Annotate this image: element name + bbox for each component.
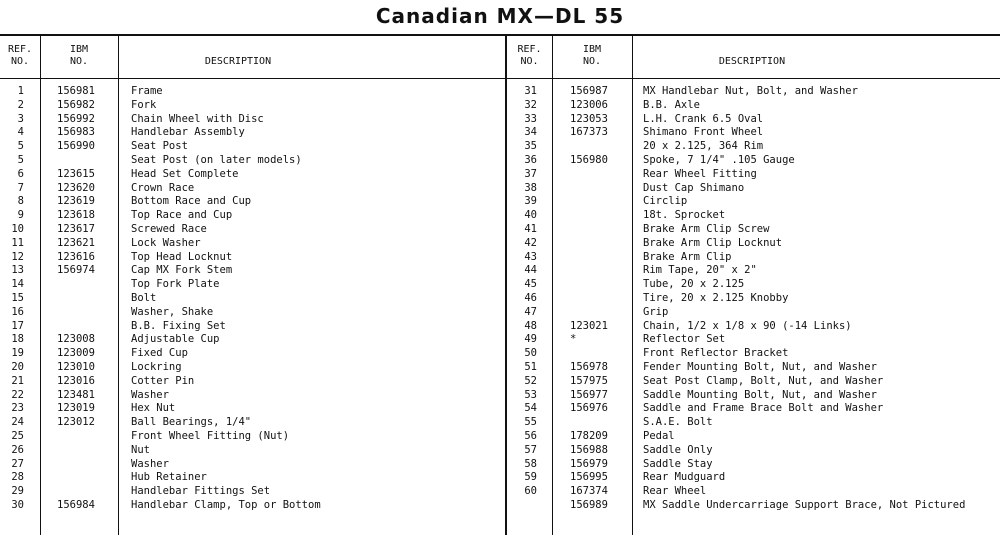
ibm-number-cell: 123617 [57, 222, 95, 235]
ibm-number-cell: 123008 [57, 333, 95, 346]
ibm-number-cell [570, 347, 630, 361]
ibm-number-cell: 178209 [570, 429, 608, 442]
ref-number-cell: 30 [11, 498, 24, 511]
description-cell: Seat Post (on later models) [131, 153, 302, 166]
ref-number-cell: 54 [524, 402, 537, 415]
description-cell: Reflector Set [643, 333, 726, 346]
ref-number-cell: 55 [524, 416, 537, 429]
description-cell: Front Wheel Fitting (Nut) [131, 429, 290, 442]
ibm-number-cell [570, 306, 630, 320]
ibm-number-cell: 156980 [570, 153, 608, 166]
ibm-number-cell: 156995 [570, 471, 608, 484]
description-cell: Top Race and Cup [131, 209, 233, 222]
ibm-number-cell [57, 458, 117, 472]
ibm-number-cell [570, 264, 630, 278]
ref-number-cell: 48 [524, 319, 537, 332]
description-cell: Shimano Front Wheel [643, 126, 764, 139]
ibm-number-cell [57, 278, 117, 292]
ref-number-cell: 49 [524, 333, 537, 346]
description-cell: Circlip [643, 195, 688, 208]
ref-number-cell: 4 [17, 126, 24, 139]
description-cell: Bolt [131, 291, 157, 304]
ref-number-cell: 35 [524, 140, 537, 153]
ref-number-cell: 28 [11, 471, 24, 484]
description-cell: Handlebar Clamp, Top or Bottom [131, 498, 321, 511]
description-cell: Front Reflector Bracket [643, 347, 789, 360]
ref-number-cell: 36 [524, 153, 537, 166]
description-cell: Top Head Locknut [131, 250, 233, 263]
ref-number-cell: 33 [524, 112, 537, 125]
ref-number-cell: 42 [524, 236, 537, 249]
ref-number-cell: 15 [11, 291, 24, 304]
description-cell: Chain, 1/2 x 1/8 x 90 (-14 Links) [643, 319, 852, 332]
ref-number-cell: 53 [524, 388, 537, 401]
description-cell: Adjustable Cup [131, 333, 220, 346]
ibm-number-cell [570, 140, 630, 154]
ref-number-cell: 43 [524, 250, 537, 263]
ibm-number-cell [57, 444, 117, 458]
ibm-number-cell [570, 209, 630, 223]
description-cell: Cotter Pin [131, 374, 195, 387]
description-cell: Saddle Mounting Bolt, Nut, and Washer [643, 388, 877, 401]
ref-number-cell: 56 [524, 429, 537, 442]
ref-number-cell: 44 [524, 264, 537, 277]
description-cell: Tube, 20 x 2.125 [643, 278, 745, 291]
column-divider [118, 36, 119, 535]
description-cell: Head Set Complete [131, 167, 239, 180]
ref-number-cell: 50 [524, 347, 537, 360]
description-cell: Seat Post Clamp, Bolt, Nut, and Washer [643, 374, 884, 387]
description-cell: S.A.E. Bolt [643, 416, 713, 429]
ibm-number-cell [57, 430, 117, 444]
ibm-number-cell: 123019 [57, 402, 95, 415]
ibm-number-cell: 157975 [570, 374, 608, 387]
ibm-number-cell: 123615 [57, 167, 95, 180]
ref-number-cell: 13 [11, 264, 24, 277]
ref-number-cell: 51 [524, 360, 537, 373]
ibm-number-cell: 167374 [570, 485, 608, 498]
ibm-number-cell: 156984 [57, 498, 95, 511]
ref-number-cell: 27 [11, 457, 24, 470]
left-ibm-column [57, 85, 117, 513]
ref-number-cell: 25 [11, 429, 24, 442]
ibm-number-cell: 156974 [57, 264, 95, 277]
ibm-header: IBM NO. [582, 44, 602, 67]
ibm-number-cell: 156983 [57, 126, 95, 139]
description-cell: Saddle Stay [643, 457, 713, 470]
ibm-number-cell: 123053 [570, 112, 608, 125]
description-cell: Crown Race [131, 181, 195, 194]
ibm-number-cell [57, 306, 117, 320]
ref-number-cell: 21 [11, 374, 24, 387]
description-cell: Bottom Race and Cup [131, 195, 252, 208]
parts-table [0, 34, 1000, 535]
column-divider [552, 36, 553, 535]
ibm-number-cell: 123009 [57, 347, 95, 360]
ref-number-cell: 16 [11, 305, 24, 318]
ibm-number-cell [570, 182, 630, 196]
left-description-column [131, 85, 501, 513]
ref-number-cell: 18 [11, 333, 24, 346]
ref-number-cell [507, 499, 537, 513]
description-cell: Brake Arm Clip Locknut [643, 236, 783, 249]
ibm-number-cell: 156989 [570, 498, 608, 511]
ibm-header: IBM NO. [69, 44, 89, 67]
ref-number-cell: 29 [11, 485, 24, 498]
description-cell: Hub Retainer [131, 471, 207, 484]
description-cell: Washer [131, 388, 169, 401]
ibm-number-cell [570, 251, 630, 265]
ibm-number-cell: 156981 [57, 85, 95, 97]
description-cell: Cap MX Fork Stem [131, 264, 233, 277]
ref-number-cell: 52 [524, 374, 537, 387]
ibm-number-cell [570, 278, 630, 292]
description-cell: Saddle and Frame Brace Bolt and Washer [643, 402, 884, 415]
ref-number-cell: 40 [524, 209, 537, 222]
ref-number-cell: 24 [11, 416, 24, 429]
ref-number-cell: 22 [11, 388, 24, 401]
ref-number-cell: 45 [524, 278, 537, 291]
description-cell: Top Fork Plate [131, 278, 220, 291]
description-cell: MX Handlebar Nut, Bolt, and Washer [643, 85, 858, 97]
ref-number-cell: 31 [524, 85, 537, 97]
description-header: DESCRIPTION [204, 56, 272, 67]
ref-number-cell: 39 [524, 195, 537, 208]
description-cell: Nut [131, 443, 150, 456]
ref-number-cell: 5 [17, 153, 24, 166]
description-cell: Fixed Cup [131, 347, 188, 360]
ibm-number-cell [570, 168, 630, 182]
ref-number-cell: 17 [11, 319, 24, 332]
description-cell: Fender Mounting Bolt, Nut, and Washer [643, 360, 877, 373]
ref-number-cell: 41 [524, 222, 537, 235]
ref-number-cell: 5 [17, 140, 24, 153]
ibm-number-cell [570, 195, 630, 209]
ref-number-cell: 12 [11, 250, 24, 263]
ref-number-cell: 26 [11, 443, 24, 456]
description-header: DESCRIPTION [718, 56, 786, 67]
left-ref-column [0, 85, 24, 513]
ref-header: REF. NO. [517, 44, 542, 67]
ibm-number-cell: 156978 [570, 360, 608, 373]
ref-number-cell: 11 [11, 236, 24, 249]
description-cell: Grip [643, 305, 669, 318]
ref-number-cell: 46 [524, 291, 537, 304]
description-cell: Handlebar Fittings Set [131, 485, 271, 498]
description-cell: Rear Wheel Fitting [643, 167, 757, 180]
ref-number-cell: 47 [524, 305, 537, 318]
right-description-column [643, 85, 999, 513]
ref-number-cell: 23 [11, 402, 24, 415]
description-cell: L.H. Crank 6.5 Oval [643, 112, 764, 125]
ibm-number-cell [57, 471, 117, 485]
description-cell: Saddle Only [643, 443, 713, 456]
description-cell: Washer [131, 457, 169, 470]
ibm-number-cell: 123016 [57, 374, 95, 387]
description-cell: Pedal [643, 429, 675, 442]
ibm-number-cell: 156979 [570, 457, 608, 470]
ibm-number-cell [57, 320, 117, 334]
ref-number-cell: 32 [524, 98, 537, 111]
description-cell: MX Saddle Undercarriage Support Brace, Not Pictured [643, 498, 966, 511]
description-cell: Dust Cap Shimano [643, 181, 745, 194]
description-cell: B.B. Axle [643, 98, 700, 111]
ref-number-cell: 20 [11, 360, 24, 373]
ref-number-cell: 1 [17, 85, 24, 97]
ibm-number-cell: 156977 [570, 388, 608, 401]
ref-number-cell: 7 [17, 181, 24, 194]
header-rule [0, 78, 1000, 79]
description-cell: Chain Wheel with Disc [131, 112, 264, 125]
ref-header: REF. NO. [7, 44, 33, 67]
ibm-number-cell: 123618 [57, 209, 95, 222]
ref-number-cell: 3 [17, 112, 24, 125]
ibm-number-cell [570, 292, 630, 306]
description-cell: Handlebar Assembly [131, 126, 245, 139]
ibm-number-cell: 156990 [57, 140, 95, 153]
ref-number-cell: 6 [17, 167, 24, 180]
ref-number-cell: 60 [524, 485, 537, 498]
ibm-number-cell: 123619 [57, 195, 95, 208]
description-cell: Washer, Shake [131, 305, 214, 318]
description-cell: Brake Arm Clip Screw [643, 222, 770, 235]
ibm-number-cell: 123006 [570, 98, 608, 111]
ibm-number-cell: 167373 [570, 126, 608, 139]
right-ibm-column [570, 85, 630, 513]
description-cell: Brake Arm Clip [643, 250, 732, 263]
ref-number-cell: 2 [17, 98, 24, 111]
description-cell: 18t. Sprocket [643, 209, 726, 222]
ibm-number-cell: 156988 [570, 443, 608, 456]
ibm-number-cell: 123481 [57, 388, 95, 401]
ibm-number-cell: * [570, 333, 577, 346]
description-cell: Seat Post [131, 140, 188, 153]
ibm-number-cell: 156982 [57, 98, 95, 111]
ref-number-cell: 37 [524, 167, 537, 180]
ref-number-cell: 58 [524, 457, 537, 470]
description-cell: Lock Washer [131, 236, 201, 249]
right-ref-column [507, 85, 537, 513]
page-title: Canadian MX—DL 55 [375, 4, 625, 28]
description-cell: Frame [131, 85, 163, 97]
ibm-number-cell: 123012 [57, 416, 95, 429]
ibm-number-cell [57, 292, 117, 306]
description-cell: Rear Mudguard [643, 471, 726, 484]
ibm-number-cell [57, 154, 117, 168]
ref-number-cell: 38 [524, 181, 537, 194]
description-cell: Spoke, 7 1/4" .105 Gauge [643, 153, 795, 166]
ibm-number-cell: 156976 [570, 402, 608, 415]
ref-number-cell: 19 [11, 347, 24, 360]
ref-number-cell: 8 [17, 195, 24, 208]
ref-number-cell: 10 [11, 222, 24, 235]
ibm-number-cell: 156992 [57, 112, 95, 125]
ref-number-cell: 9 [17, 209, 24, 222]
ibm-number-cell [570, 416, 630, 430]
ref-number-cell: 34 [524, 126, 537, 139]
description-cell: Rim Tape, 20" x 2" [643, 264, 757, 277]
ibm-number-cell: 123010 [57, 360, 95, 373]
ibm-number-cell [570, 237, 630, 251]
description-cell: Ball Bearings, 1/4" [131, 416, 252, 429]
ibm-number-cell: 123620 [57, 181, 95, 194]
description-cell: Screwed Race [131, 222, 207, 235]
ibm-number-cell: 156987 [570, 85, 608, 97]
ref-number-cell: 59 [524, 471, 537, 484]
column-divider [40, 36, 41, 535]
ref-number-cell: 57 [524, 443, 537, 456]
ibm-number-cell [570, 223, 630, 237]
ref-number-cell: 14 [11, 278, 24, 291]
column-divider [632, 36, 633, 535]
description-cell: Hex Nut [131, 402, 176, 415]
description-cell: B.B. Fixing Set [131, 319, 226, 332]
description-cell: Rear Wheel [643, 485, 707, 498]
description-cell: Fork [131, 98, 157, 111]
description-cell: Tire, 20 x 2.125 Knobby [643, 291, 789, 304]
description-cell: Lockring [131, 360, 182, 373]
ibm-number-cell: 123021 [570, 319, 608, 332]
ibm-number-cell [57, 485, 117, 499]
ibm-number-cell: 123616 [57, 250, 95, 263]
ibm-number-cell: 123621 [57, 236, 95, 249]
description-cell: 20 x 2.125, 364 Rim [643, 140, 764, 153]
